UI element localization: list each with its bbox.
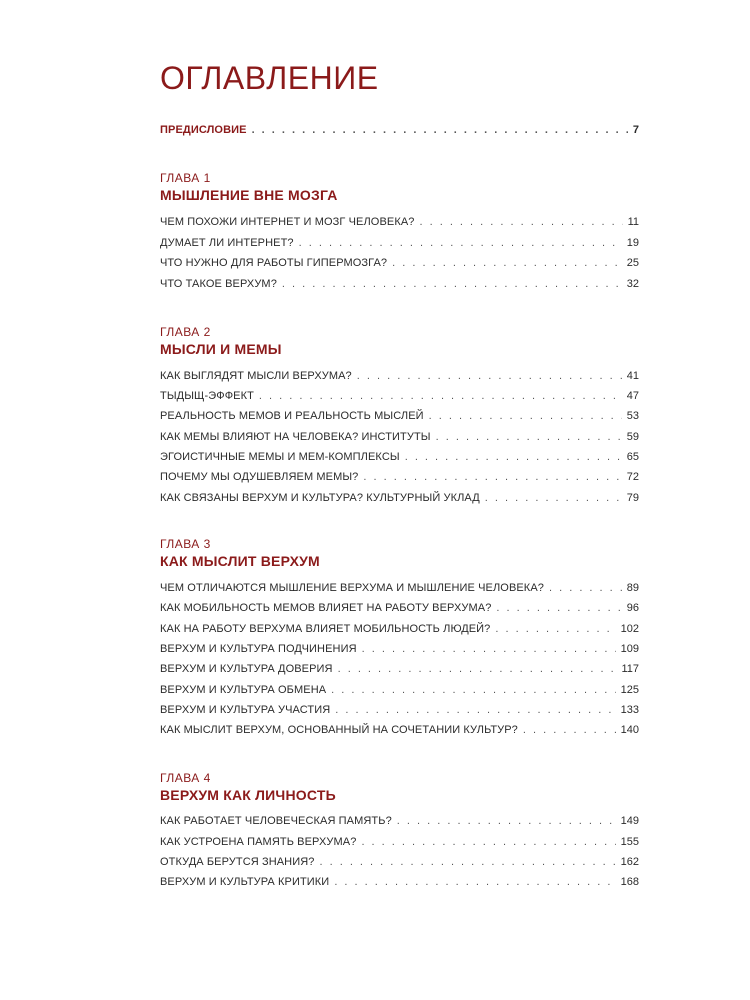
- entry-page: 89: [626, 582, 639, 594]
- toc-entry[interactable]: [160, 683, 639, 697]
- entry-title: ВЕРХУМ И КУЛЬТУРА УЧАСТИЯ: [160, 704, 331, 716]
- entry-title: ПРЕДИСЛОВИЕ: [160, 124, 247, 136]
- entry-page: 109: [620, 643, 639, 655]
- entry-page: 140: [620, 724, 639, 736]
- dot-leader: [429, 409, 622, 423]
- toc-entry[interactable]: [160, 369, 639, 383]
- toc-entry[interactable]: [160, 491, 639, 505]
- entry-title: ВЕРХУМ И КУЛЬТУРА ДОВЕРИЯ: [160, 663, 333, 675]
- dot-leader: [319, 855, 615, 869]
- entry-title: КАК СВЯЗАНЫ ВЕРХУМ И КУЛЬТУРА? КУЛЬТУРНЫЙ УКЛАД: [160, 492, 480, 504]
- entry-title: КАК МЕМЫ ВЛИЯЮТ НА ЧЕЛОВЕКА? ИНСТИТУТЫ: [160, 431, 431, 443]
- dot-leader: [338, 662, 617, 676]
- entry-page: 25: [626, 257, 639, 269]
- dot-leader: [331, 683, 615, 697]
- dot-leader: [392, 256, 622, 270]
- entry-page: 53: [626, 410, 639, 422]
- dot-leader: [335, 703, 615, 717]
- chapter-4-title[interactable]: ВЕРХУМ КАК ЛИЧНОСТЬ: [160, 787, 336, 803]
- entry-page: 168: [620, 876, 639, 888]
- entry-page: 162: [620, 856, 639, 868]
- dot-leader: [485, 491, 622, 505]
- chapter-1-label: ГЛАВА 1: [160, 171, 211, 185]
- chapter-2-title[interactable]: МЫСЛИ И МЕМЫ: [160, 341, 282, 357]
- entry-page: 47: [626, 390, 639, 402]
- entry-page: 133: [620, 704, 639, 716]
- entry-page: 117: [621, 663, 639, 675]
- entry-title: ЧЕМ ПОХОЖИ ИНТЕРНЕТ И МОЗГ ЧЕЛОВЕКА?: [160, 216, 415, 228]
- dot-leader: [259, 389, 622, 403]
- dot-leader: [357, 369, 622, 383]
- entry-title: ЧЕМ ОТЛИЧАЮТСЯ МЫШЛЕНИЕ ВЕРХУМА И МЫШЛЕНИЕ ЧЕЛОВЕКА?: [160, 582, 544, 594]
- chapter-4-label: ГЛАВА 4: [160, 771, 211, 785]
- dot-leader: [405, 450, 622, 464]
- entry-title: КАК РАБОТАЕТ ЧЕЛОВЕЧЕСКАЯ ПАМЯТЬ?: [160, 815, 392, 827]
- page-title: ОГЛАВЛЕНИЕ: [160, 60, 379, 96]
- entry-page: 7: [632, 124, 639, 136]
- entry-title: ВЕРХУМ И КУЛЬТУРА ПОДЧИНЕНИЯ: [160, 643, 357, 655]
- toc-entry[interactable]: [160, 277, 639, 291]
- toc-entry[interactable]: [160, 581, 639, 595]
- toc-entry[interactable]: [160, 814, 639, 828]
- chapter-1-title[interactable]: МЫШЛЕНИЕ ВНЕ МОЗГА: [160, 187, 338, 203]
- toc-entry[interactable]: [160, 409, 639, 423]
- toc-entry[interactable]: [160, 855, 639, 869]
- entry-page: 96: [626, 602, 639, 614]
- entry-title: ТЫДЫЩ-ЭФФЕКТ: [160, 390, 254, 402]
- entry-title: ОТКУДА БЕРУТСЯ ЗНАНИЯ?: [160, 856, 315, 868]
- entry-page: 102: [620, 623, 639, 635]
- entry-title: ЭГОИСТИЧНЫЕ МЕМЫ И МЕМ-КОМПЛЕКСЫ: [160, 451, 400, 463]
- entry-title: ПОЧЕМУ МЫ ОДУШЕВЛЯЕМ МЕМЫ?: [160, 471, 359, 483]
- entry-title: ДУМАЕТ ЛИ ИНТЕРНЕТ?: [160, 237, 294, 249]
- entry-title: РЕАЛЬНОСТЬ МЕМОВ И РЕАЛЬНОСТЬ МЫСЛЕЙ: [160, 410, 424, 422]
- entry-title: ЧТО ТАКОЕ ВЕРХУМ?: [160, 278, 277, 290]
- dot-leader: [362, 642, 616, 656]
- entry-title: ВЕРХУМ И КУЛЬТУРА ОБМЕНА: [160, 684, 327, 696]
- entry-page: 19: [626, 237, 639, 249]
- entry-title: КАК МОБИЛЬНОСТЬ МЕМОВ ВЛИЯЕТ НА РАБОТУ ВЕРХУМА?: [160, 602, 492, 614]
- dot-leader: [363, 470, 621, 484]
- toc-entry[interactable]: [160, 601, 639, 615]
- dot-leader: [252, 123, 628, 137]
- dot-leader: [549, 581, 622, 595]
- toc-entry[interactable]: [160, 662, 639, 676]
- entry-page: 72: [626, 471, 639, 483]
- entry-title: ВЕРХУМ И КУЛЬТУРА КРИТИКИ: [160, 876, 330, 888]
- toc-entry[interactable]: [160, 450, 639, 464]
- toc-entry[interactable]: [160, 256, 639, 270]
- entry-title: ЧТО НУЖНО ДЛЯ РАБОТЫ ГИПЕРМОЗГА?: [160, 257, 388, 269]
- dot-leader: [523, 723, 616, 737]
- dot-leader: [299, 236, 622, 250]
- toc-entry[interactable]: [160, 215, 639, 229]
- toc-entry[interactable]: [160, 236, 639, 250]
- entry-page: 59: [626, 431, 639, 443]
- toc-entry[interactable]: [160, 622, 639, 636]
- dot-leader: [361, 835, 615, 849]
- entry-page: 11: [627, 216, 639, 228]
- toc-entry[interactable]: [160, 642, 639, 656]
- dot-leader: [334, 875, 615, 889]
- entry-title: КАК УСТРОЕНА ПАМЯТЬ ВЕРХУМА?: [160, 836, 357, 848]
- chapter-3-title[interactable]: КАК МЫСЛИТ ВЕРХУМ: [160, 553, 320, 569]
- entry-page: 65: [626, 451, 639, 463]
- dot-leader: [436, 430, 622, 444]
- toc-entry[interactable]: [160, 470, 639, 484]
- entry-page: 149: [620, 815, 639, 827]
- entry-page: 32: [626, 278, 639, 290]
- toc-entry[interactable]: [160, 723, 639, 737]
- entry-page: 79: [626, 492, 639, 504]
- dot-leader: [496, 601, 621, 615]
- entry-page: 41: [626, 370, 639, 382]
- dot-leader: [419, 215, 622, 229]
- toc-entry-preface[interactable]: [160, 123, 639, 137]
- chapter-3-label: ГЛАВА 3: [160, 537, 211, 551]
- entry-title: КАК ВЫГЛЯДЯТ МЫСЛИ ВЕРХУМА?: [160, 370, 352, 382]
- entry-title: КАК МЫСЛИТ ВЕРХУМ, ОСНОВАННЫЙ НА СОЧЕТАНИИ КУЛЬТУР?: [160, 724, 518, 736]
- entry-page: 125: [620, 684, 639, 696]
- dot-leader: [282, 277, 622, 291]
- dot-leader: [397, 814, 616, 828]
- toc-entry[interactable]: [160, 389, 639, 403]
- chapter-2-label: ГЛАВА 2: [160, 325, 211, 339]
- entry-page: 155: [620, 836, 639, 848]
- dot-leader: [495, 622, 615, 636]
- toc-entry[interactable]: [160, 703, 639, 717]
- entry-title: КАК НА РАБОТУ ВЕРХУМА ВЛИЯЕТ МОБИЛЬНОСТЬ ЛЮДЕЙ?: [160, 623, 491, 635]
- toc-entry[interactable]: [160, 430, 639, 444]
- toc-entry[interactable]: [160, 835, 639, 849]
- toc-entry[interactable]: [160, 875, 639, 889]
